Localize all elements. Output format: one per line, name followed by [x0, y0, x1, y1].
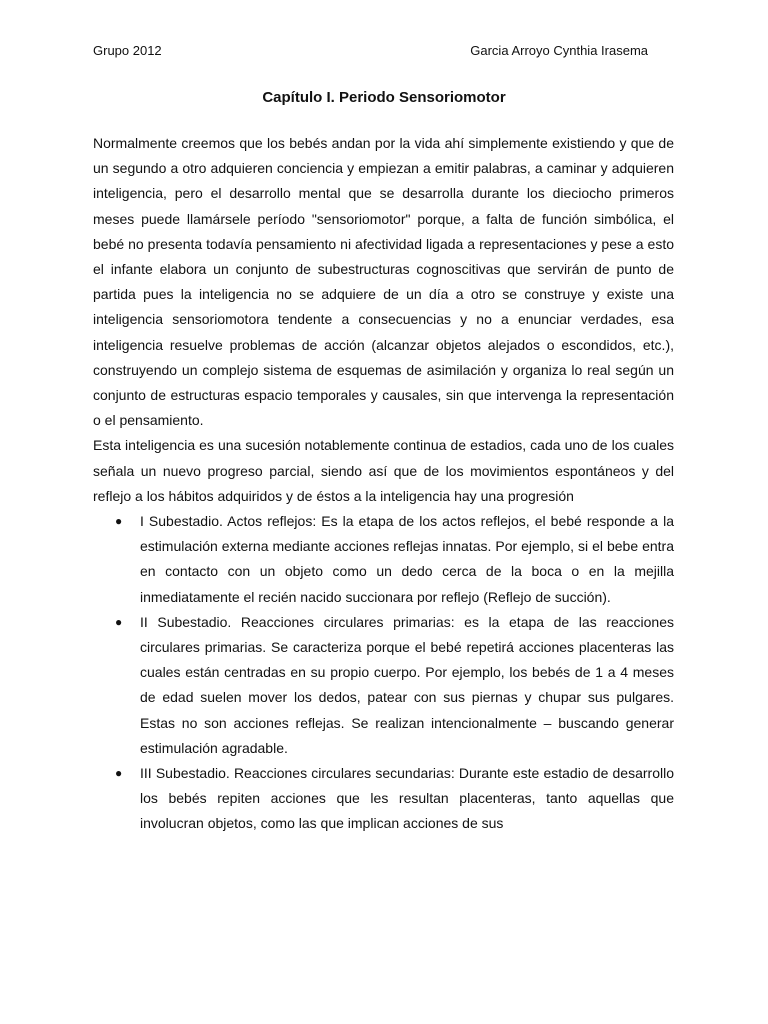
list-item-text: II Subestadio. Reacciones circulares primarias: es la etapa de las reacciones circulares primarias. Se caracteriza porque el bebé repetirá acciones placenteras las cuales están centradas en su propio cuerpo. Por ejemplo, los bebés de 1 a 4 meses de edad suelen mover los dedos, patear con sus piernas y chupar sus pulgares. Estas no son acciones reflejas. Se realizan intencionalmente – buscando generar estimulación agradable. — [140, 613, 674, 756]
header-author: Garcia Arroyo Cynthia Irasema — [470, 43, 648, 58]
header-group: Grupo 2012 — [93, 43, 162, 58]
list-item — [93, 509, 674, 610]
bullet-icon: ● — [115, 514, 123, 529]
list-item-text: III Subestadio. Reacciones circulares secundarias: Durante este estadio de desarrollo los bebés repiten acciones que les resultan placenteras, tanto aquellas que involucran objetos, como las que implican acciones de sus — [140, 765, 674, 832]
list-item — [93, 610, 674, 761]
paragraph: Esta inteligencia es una sucesión notablemente continua de estadios, cada uno de los cuales señala un nuevo progreso parcial, siendo así que de los movimientos espontáneos y del reflejo a los hábitos adquiridos y de éstos a la inteligencia hay una progresión — [93, 437, 674, 504]
chapter-title: Capítulo I. Periodo Sensoriomotor — [262, 89, 506, 106]
bullet-icon: ● — [115, 614, 123, 629]
list-item-text: I Subestadio. Actos reflejos: Es la etapa de los actos reflejos, el bebé responde a la estimulación externa mediante acciones reflejas innatas. Por ejemplo, si el bebe entra en contacto con un objeto como un dedo cerca de la boca o en la mejilla inmediatamente el recién nacido succionara por reflejo (Reflejo de succión). — [140, 513, 674, 605]
page-header — [93, 43, 648, 59]
paragraph: Normalmente creemos que los bebés andan por la vida ahí simplemente existiendo y que de un segundo a otro adquieren conciencia y empiezan a emitir palabras, a caminar y adquieren inteligencia, pero el desarrollo mental que se desarrolla durante los dieciocho primeros meses puede llamársele período "sensoriomotor" porque, a falta de función simbólica, el bebé no presenta todavía pensamiento ni afectividad ligada a representaciones y pese a esto el infante elabora un conjunto de subestructuras cognoscitivas que servirán de punto de partida pues la inteligencia no se adquiere de un día a otro se construye y existe una inteligencia sensoriomotora tendente a consecuencias y no a enunciar verdades, esa inteligencia resuelve problemas de acción (alcanzar objetos alejados o escondidos, etc.), construyendo un complejo sistema de esquemas de asimilación y organiza lo real según un conjunto de estructuras espacio temporales y causales, sin que intervenga la representación o el pensamiento. — [93, 135, 674, 429]
list-item — [93, 761, 674, 837]
substage-list — [93, 509, 674, 837]
bullet-icon: ● — [115, 766, 123, 781]
document-body — [93, 131, 674, 837]
